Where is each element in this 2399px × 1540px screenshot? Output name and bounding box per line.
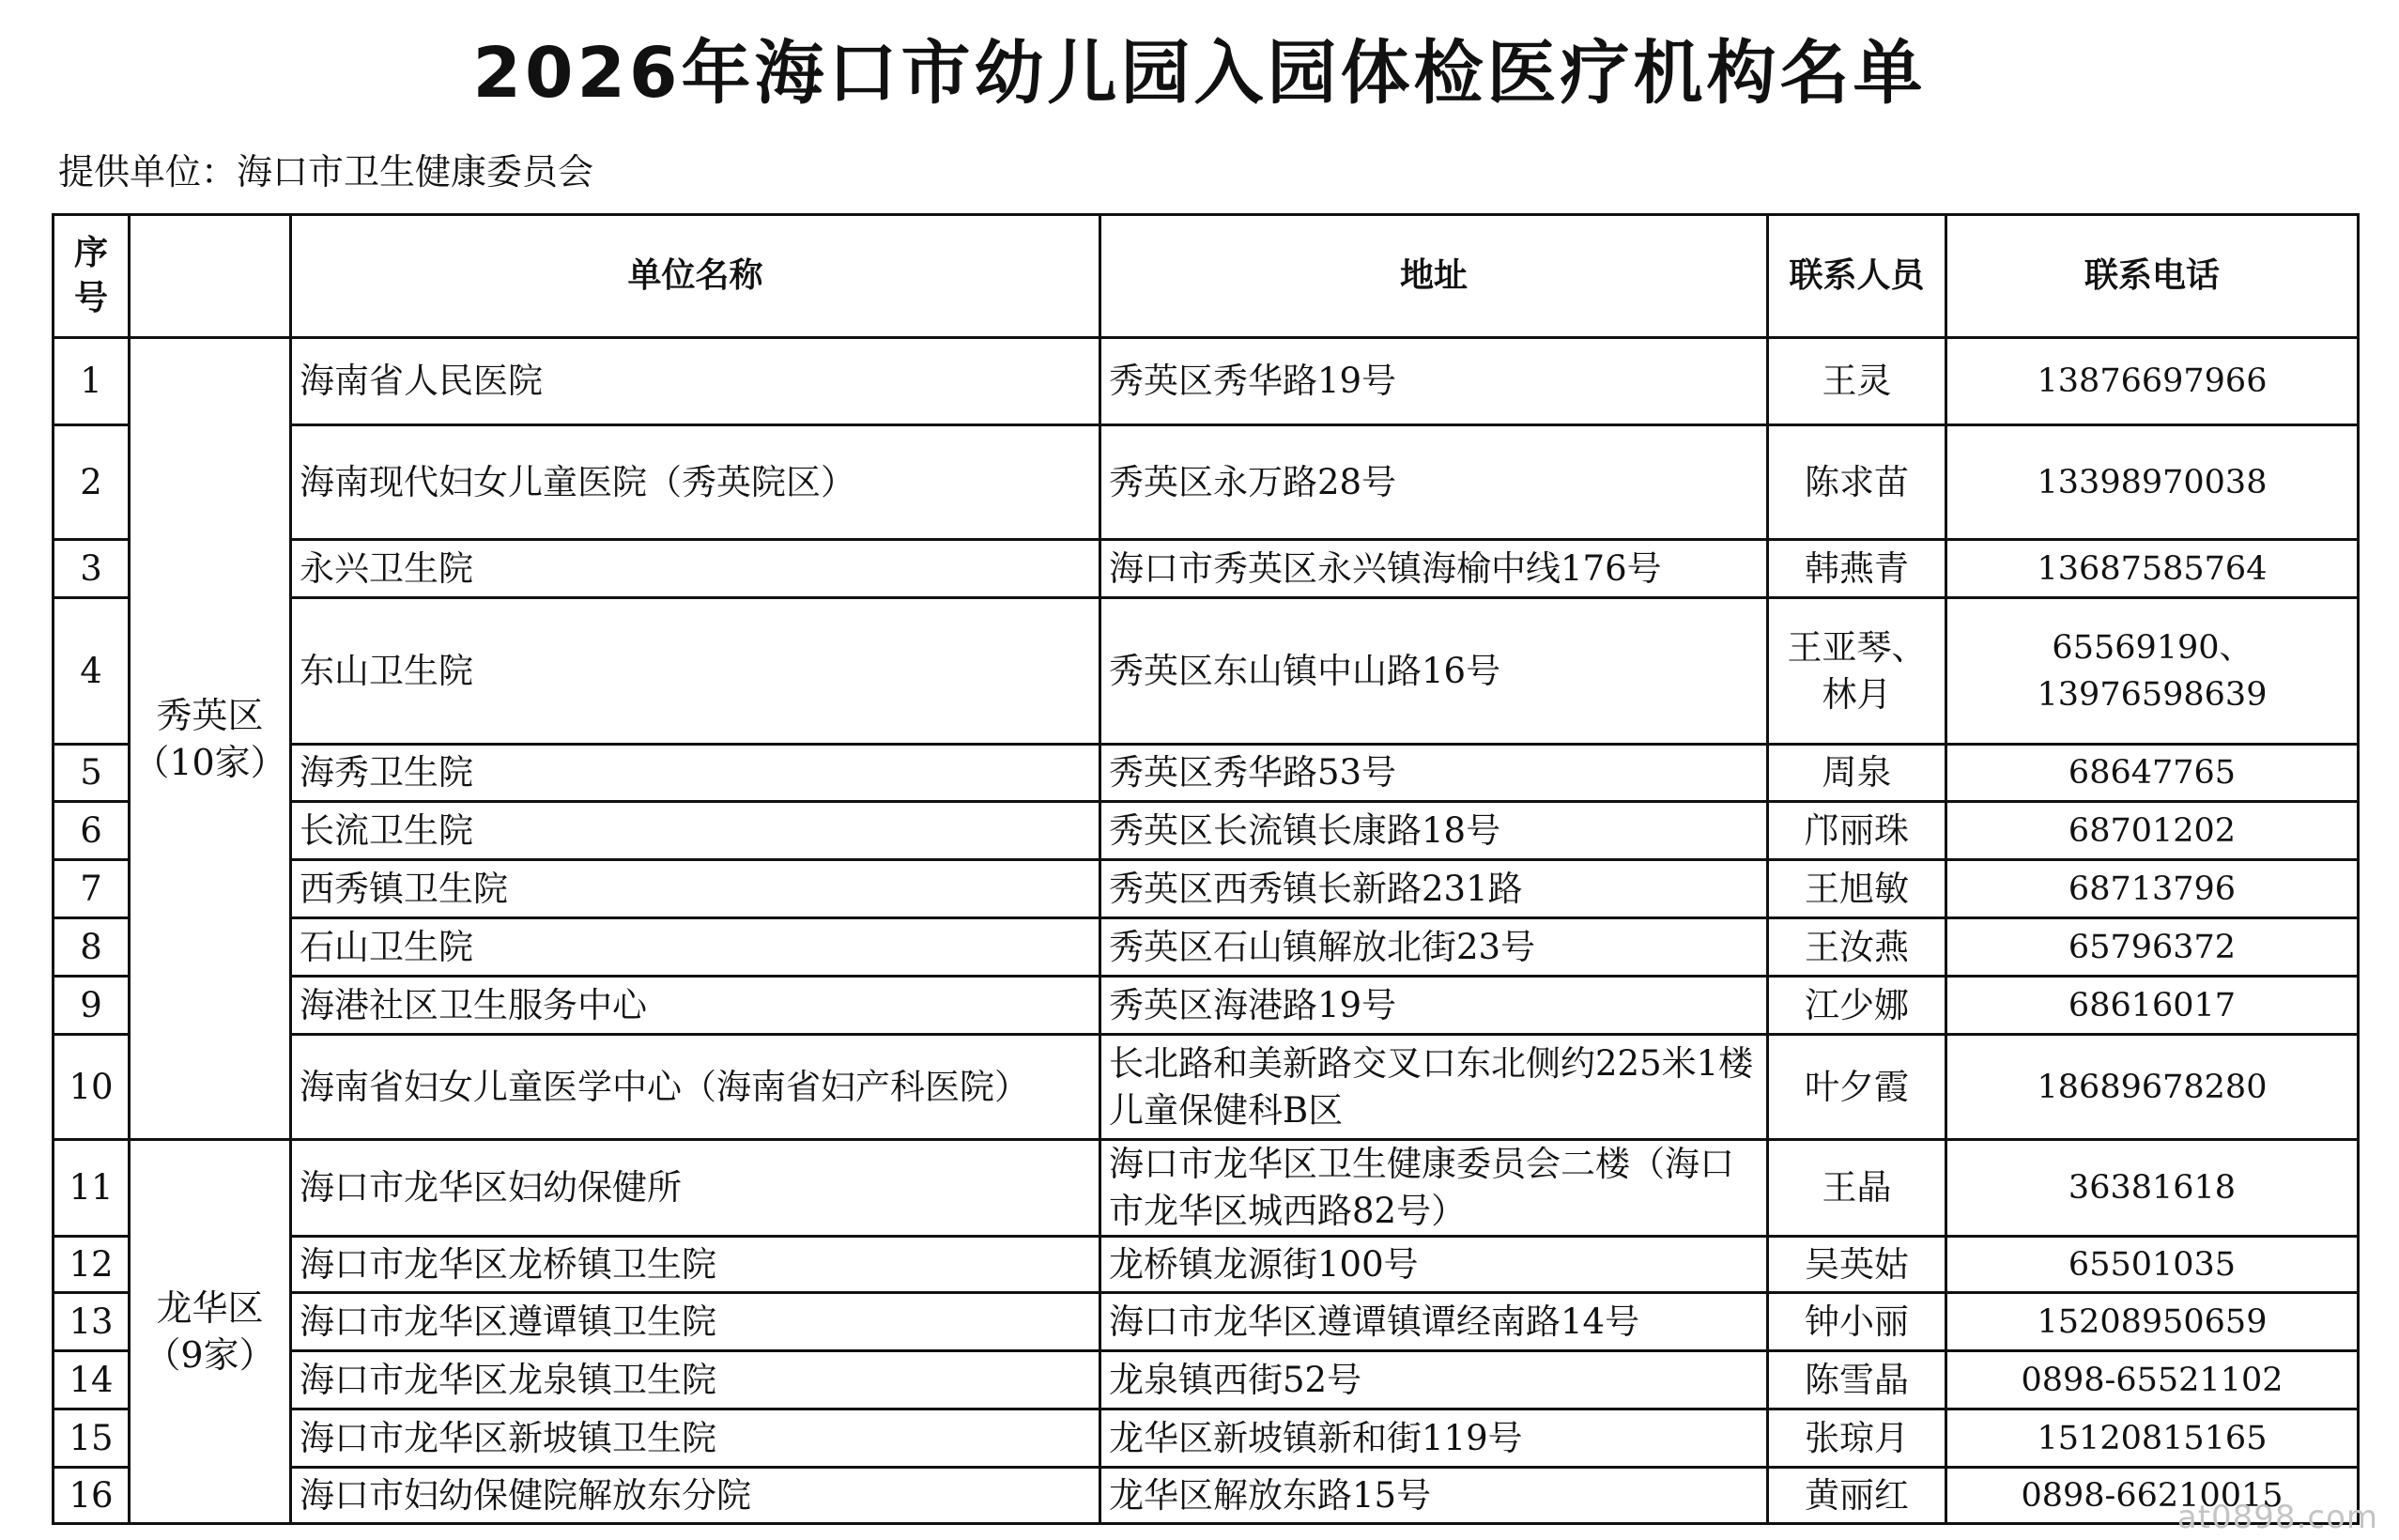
row-address: 秀英区东山镇中山路16号 [1100,598,1768,745]
district-name: 龙华区 [156,1287,264,1329]
row-contact: 江少娜 [1768,977,1946,1035]
row-contact: 王晶 [1768,1140,1946,1237]
row-name: 海口市龙华区龙泉镇卫生院 [291,1351,1100,1409]
table-row [54,338,2359,425]
row-phone: 65569190、13976598639 [1946,598,2359,745]
district-count: （9家） [145,1334,275,1376]
row-name: 海口市龙华区龙桥镇卫生院 [291,1237,1100,1293]
row-address: 秀英区长流镇长康路18号 [1100,802,1768,860]
row-contact: 吴英姑 [1768,1237,1946,1293]
row-name: 东山卫生院 [291,598,1100,745]
row-seq: 14 [54,1351,130,1409]
table-row [54,918,2359,977]
page-title: 2026年海口市幼儿园入园体检医疗机构名单 [472,33,1927,114]
row-contact: 邝丽珠 [1768,802,1946,860]
row-seq: 15 [54,1409,130,1468]
table-row [54,802,2359,860]
table-row [54,1140,2359,1237]
row-address: 秀英区秀华路53号 [1100,745,1768,802]
header-contact: 联系人员 [1768,215,1946,338]
institution-table [52,213,2360,1525]
header-seq-line2: 号 [73,279,108,317]
row-contact: 韩燕青 [1768,540,1946,598]
row-name: 长流卫生院 [291,802,1100,860]
table-row [54,1237,2359,1293]
row-phone: 36381618 [1946,1140,2359,1237]
table-row [54,1409,2359,1468]
table-header-row [54,215,2359,338]
header-seq [54,215,130,338]
row-phone: 13398970038 [1946,425,2359,540]
row-name: 海口市妇幼保健院解放东分院 [291,1468,1100,1524]
row-name: 永兴卫生院 [291,540,1100,598]
row-address: 龙桥镇龙源街100号 [1100,1237,1768,1293]
row-address: 龙华区解放东路15号 [1100,1468,1768,1524]
row-seq: 16 [54,1468,130,1524]
row-phone: 15208950659 [1946,1293,2359,1351]
header-phone: 联系电话 [1946,215,2359,338]
row-seq: 6 [54,802,130,860]
header-address: 地址 [1100,215,1768,338]
row-name: 海南省妇女儿童医学中心（海南省妇产科医院） [291,1035,1100,1140]
row-address: 秀英区海港路19号 [1100,977,1768,1035]
row-phone: 68701202 [1946,802,2359,860]
row-contact: 张琼月 [1768,1409,1946,1468]
row-contact: 王灵 [1768,338,1946,425]
row-name: 海南省人民医院 [291,338,1100,425]
row-address: 秀英区西秀镇长新路231路 [1100,860,1768,918]
row-address: 秀英区永万路28号 [1100,425,1768,540]
table-row [54,598,2359,745]
district-cell-longhua [130,1140,291,1524]
row-seq: 11 [54,1140,130,1237]
row-phone: 15120815165 [1946,1409,2359,1468]
site-watermark: at0898.com [2176,1499,2378,1536]
provider-line: 提供单位：海口市卫生健康委员会 [58,151,594,192]
table-row [54,540,2359,598]
table-row [54,977,2359,1035]
table-row [54,1468,2359,1524]
row-contact: 王亚琴、林月 [1768,598,1946,745]
row-seq: 2 [54,425,130,540]
row-phone: 68616017 [1946,977,2359,1035]
header-district [130,215,291,338]
row-seq: 5 [54,745,130,802]
row-seq: 12 [54,1237,130,1293]
row-name: 海秀卫生院 [291,745,1100,802]
row-contact: 黄丽红 [1768,1468,1946,1524]
row-contact: 王旭敏 [1768,860,1946,918]
row-contact: 陈雪晶 [1768,1351,1946,1409]
district-cell-xiuying [130,338,291,1140]
row-address: 龙泉镇西街52号 [1100,1351,1768,1409]
row-name: 海口市龙华区遵谭镇卫生院 [291,1293,1100,1351]
row-phone: 68647765 [1946,745,2359,802]
table-row [54,1035,2359,1140]
table-row [54,425,2359,540]
row-phone: 13876697966 [1946,338,2359,425]
table-row [54,1351,2359,1409]
row-phone: 18689678280 [1946,1035,2359,1140]
district-name: 秀英区 [156,694,264,736]
row-address: 龙华区新坡镇新和街119号 [1100,1409,1768,1468]
row-phone: 13687585764 [1946,540,2359,598]
row-name: 石山卫生院 [291,918,1100,977]
row-seq: 10 [54,1035,130,1140]
row-name: 海口市龙华区妇幼保健所 [291,1140,1100,1237]
row-phone: 0898-65521102 [1946,1351,2359,1409]
row-seq: 3 [54,540,130,598]
row-address: 海口市秀英区永兴镇海榆中线176号 [1100,540,1768,598]
row-seq: 9 [54,977,130,1035]
row-address: 海口市龙华区卫生健康委员会二楼（海口市龙华区城西路82号） [1100,1140,1768,1237]
row-address: 秀英区秀华路19号 [1100,338,1768,425]
row-phone: 68713796 [1946,860,2359,918]
row-seq: 8 [54,918,130,977]
row-address: 长北路和美新路交叉口东北侧约225米1楼儿童保健科B区 [1100,1035,1768,1140]
row-name: 西秀镇卫生院 [291,860,1100,918]
row-seq: 7 [54,860,130,918]
table-row [54,745,2359,802]
district-count: （10家） [133,741,286,783]
row-phone: 65501035 [1946,1237,2359,1293]
header-name: 单位名称 [291,215,1100,338]
table-row [54,1293,2359,1351]
row-contact: 叶夕霞 [1768,1035,1946,1140]
row-contact: 周泉 [1768,745,1946,802]
row-contact: 王汝燕 [1768,918,1946,977]
row-contact: 陈求苗 [1768,425,1946,540]
row-contact: 钟小丽 [1768,1293,1946,1351]
table-row [54,860,2359,918]
header-seq-line1: 序 [73,234,108,272]
row-seq: 1 [54,338,130,425]
row-name: 海口市龙华区新坡镇卫生院 [291,1409,1100,1468]
row-phone: 65796372 [1946,918,2359,977]
row-name: 海港社区卫生服务中心 [291,977,1100,1035]
row-phone: 0898-66210015 [1946,1468,2359,1524]
row-address: 秀英区石山镇解放北街23号 [1100,918,1768,977]
row-name: 海南现代妇女儿童医院（秀英院区） [291,425,1100,540]
row-seq: 13 [54,1293,130,1351]
row-seq: 4 [54,598,130,745]
row-address: 海口市龙华区遵谭镇谭经南路14号 [1100,1293,1768,1351]
